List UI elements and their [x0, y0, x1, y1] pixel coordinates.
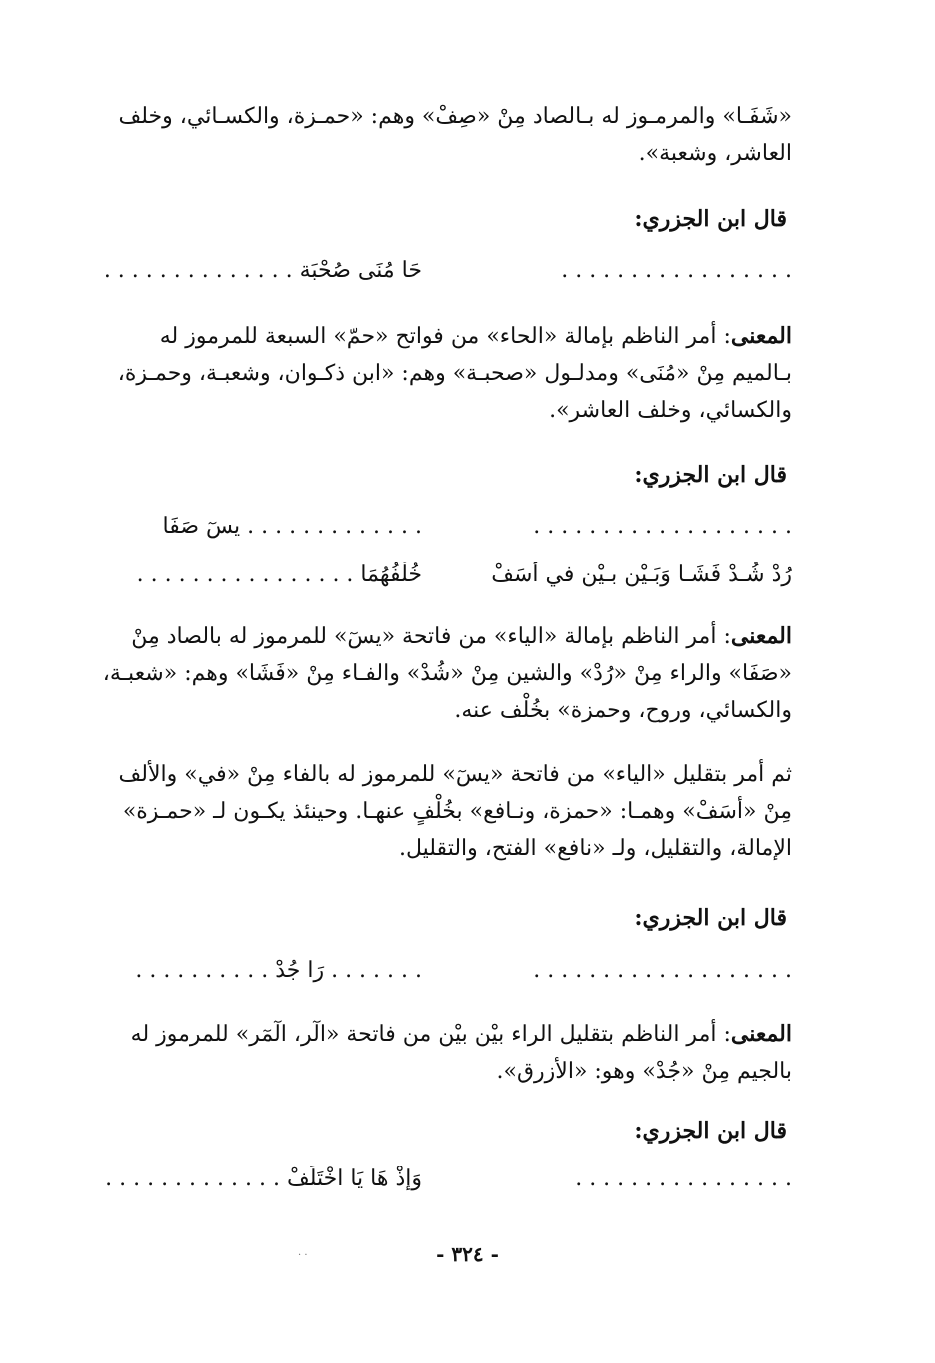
text-line: العاشر، وشعبة». — [638, 141, 792, 166]
meaning-label: المعنى — [730, 623, 792, 649]
meaning-label: المعنى — [730, 1021, 792, 1047]
section-heading: قال ابن الجزري: — [634, 206, 787, 232]
verse-first-hemistich: . . . . . . . . . . . . . . . . . — [561, 258, 792, 283]
text-line: ثم أمر بتقليل «الياء» من فاتحة «يسٓ» للمرموز له بالفاء مِنْ «في» والألف — [118, 762, 792, 787]
text-run: : أمر الناظم بتقليل الراء بيْن بيْن من فاتحة «الٓر، الٓمٓر» للمرموز له — [130, 1022, 731, 1047]
text-line: والكسائي، وروح، وحمزة» بخُلْف عنه. — [454, 698, 792, 723]
verse-line — [92, 562, 792, 596]
paragraph-5 — [92, 1016, 792, 1090]
paragraph-1 — [92, 98, 792, 172]
text-line: «شَفَـا» والمرمـوز له بـالصاد مِنْ «صِفْ» وهم: «حمـزة، والكسـائي، وخلف — [118, 104, 792, 129]
scan-speck: · · — [298, 1250, 308, 1261]
verse-second-hemistich: . . . . . . . رَا جُدْ . . . . . . . . . . — [135, 958, 422, 983]
verse-line — [92, 1166, 792, 1200]
verse-line — [92, 514, 792, 548]
text-run: : أمر الناظم بإمالة «الحاء» من فواتح «حمّ» السبعة للمرموز له — [159, 324, 731, 349]
verse-second-hemistich: خُلْفُهُمَا . . . . . . . . . . . . . . . . — [136, 562, 422, 587]
page-number: - ٣٢٤ - — [436, 1242, 499, 1266]
verse-first-hemistich: رُدْ شُـدْ فَشَـا وَبَـيْن بـيْن في أَسَفْ — [491, 562, 792, 587]
verse-second-hemistich: حَا مُنَى صُحْبَة . . . . . . . . . . . . . . — [103, 258, 422, 283]
section-heading: قال ابن الجزري: — [634, 1118, 787, 1144]
text-line: بـالميم مِنْ «مُنَى» ومدلـول «صحبـة» وهم: «ابن ذكـوان، وشعبـة، وحمـزة، — [117, 361, 792, 386]
text-run: : أمر الناظم بإمالة «الياء» من فاتحة «يسٓ» للمرموز له بالصاد مِنْ — [131, 624, 731, 649]
verse-second-hemistich: . . . . . . . . . . . . . يسٓ صَفَا — [162, 514, 422, 539]
meaning-label: المعنى — [730, 323, 792, 349]
section-heading: قال ابن الجزري: — [634, 462, 787, 488]
text-line — [92, 1016, 792, 1053]
verse-first-hemistich: . . . . . . . . . . . . . . . . . . . — [533, 958, 792, 983]
verse-first-hemistich: . . . . . . . . . . . . . . . . . . . — [533, 514, 792, 539]
paragraph-2 — [92, 318, 792, 429]
verse-line — [92, 258, 792, 292]
verse-first-hemistich: . . . . . . . . . . . . . . . . — [575, 1166, 792, 1191]
text-line — [92, 618, 792, 655]
paragraph-4 — [92, 756, 792, 867]
text-line: «صَفَا» والراء مِنْ «رُدْ» والشين مِنْ «شُدْ» والفـاء مِنْ «فَشَا» وهم: «شعبـة، — [102, 661, 792, 686]
text-line: بالجيم مِنْ «جُدْ» وهو: «الأزرق». — [496, 1059, 792, 1084]
section-heading: قال ابن الجزري: — [634, 905, 787, 931]
text-line — [92, 318, 792, 355]
verse-second-hemistich: وَإِذْ هَا يَا اخْتَلَفْ . . . . . . . . . . . . . — [105, 1166, 422, 1191]
paragraph-3 — [92, 618, 792, 729]
text-line: مِنْ «أسَفْ» وهمـا: «حمزة، ونـافع» بخُلْفٍ عنهـا. وحينئذ يكـون لـ «حمـزة» — [122, 799, 792, 824]
text-line: الإمالة، والتقليل، ولـ «نافع» الفتح، والتقليل. — [398, 836, 792, 861]
text-line: والكسائي، وخلف العاشر». — [549, 398, 792, 423]
verse-line — [92, 958, 792, 992]
